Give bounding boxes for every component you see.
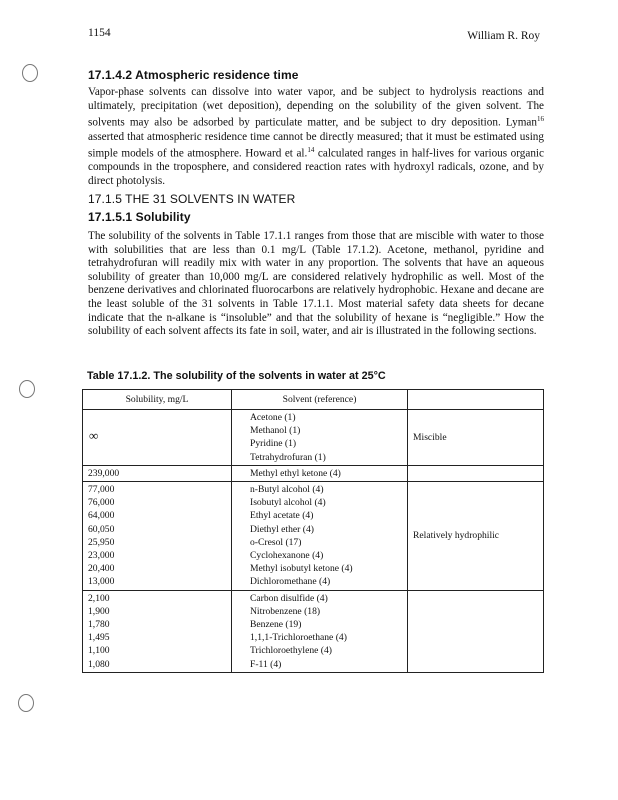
paragraph-solubility: The solubility of the solvents in Table 17.1.1 ranges from those that are miscible with water to those with solubilities that are less than 0.1 mg/L (Table 17.1.2). Acetone, methanol, pyridine and tetrahydrofuran will readily mix with water in any proportion. The solvents that have an aqueous solubility of greater than 10,000 mg/L are considered relatively hydrophilic as well. Most of the benzene derivatives and chlorinated fluorocarbons are relatively hydrophobic. Hexane and decane are the least soluble of the 31 solvents in Table 17.1.1. Most material safety data sheets for decane indicate that the n-alkane is “insoluble” and that the solubility of hexane is “negligible.” How the solubility of each solvent affects its fate in soil, water, and air is illustrated in the following sections. xyxy=(88,230,544,338)
solvent-name: Trichloroethylene (4) xyxy=(250,645,332,657)
solvent-name: Methanol (1) xyxy=(250,425,301,437)
solubility-value: 1,495 xyxy=(88,632,110,644)
solvent-name: Nitrobenzene (18) xyxy=(250,605,321,617)
table-row xyxy=(83,465,544,481)
table-row xyxy=(83,590,544,672)
binding-hole-mark xyxy=(22,64,38,82)
solvent-name: Ethyl acetate (4) xyxy=(250,510,314,522)
ref-superscript: 16 xyxy=(537,115,544,124)
section-heading-atmospheric: 17.1.4.2 Atmospheric residence time xyxy=(88,68,299,82)
category-cell xyxy=(408,590,544,672)
solubility-table xyxy=(82,389,544,673)
solvent-name: Acetone (1) xyxy=(250,412,296,423)
solubility-value: 13,000 xyxy=(88,576,115,588)
binding-hole-mark xyxy=(19,380,35,398)
solubility-value: 20,400 xyxy=(88,563,115,575)
solubility-value: 1,780 xyxy=(88,619,110,631)
category-cell: Miscible xyxy=(408,410,544,466)
solvent-name: Pyridine (1) xyxy=(250,438,297,450)
section-heading-31-solvents: 17.1.5 THE 31 SOLVENTS IN WATER xyxy=(88,192,296,206)
solubility-cell xyxy=(83,410,232,466)
header-solubility: Solubility, mg/L xyxy=(83,390,232,410)
solubility-value: 23,000 xyxy=(88,550,115,562)
ref-superscript: 14 xyxy=(307,146,315,155)
atm-text-2: asserted that atmospheric residence time cannot be directly measured; that it must be estimated using simple models of the atmosphere. Howard et al. xyxy=(88,130,544,160)
solubility-value: 1,080 xyxy=(88,658,110,670)
solubility-value: 77,000 xyxy=(88,484,115,496)
solvent-name: n-Butyl alcohol (4) xyxy=(250,484,324,496)
solvent-name: Carbon disulfide (4) xyxy=(250,592,328,604)
category-cell: Relatively hydrophilic xyxy=(408,482,544,591)
solvent-name: F-11 (4) xyxy=(250,658,282,670)
running-author: William R. Roy xyxy=(467,30,540,42)
solvent-name: Tetrahydrofuran (1) xyxy=(250,451,326,463)
solubility-cell xyxy=(83,590,232,672)
solvent-name: Benzene (19) xyxy=(250,619,302,631)
solvent-cell xyxy=(232,410,408,466)
atm-text-3: calculated ranges in half-lives for various organic compounds in the troposphere, and considered reaction rates with hydroxyl radicals, ozone, and by direct photolysis. xyxy=(88,147,545,188)
table-header-row xyxy=(83,390,544,410)
solubility-value: 60,050 xyxy=(88,523,115,535)
solvent-name: Isobutyl alcohol (4) xyxy=(250,497,326,509)
solubility-value: 76,000 xyxy=(88,497,115,509)
solvent-name: Methyl isobutyl ketone (4) xyxy=(250,563,353,575)
table-row xyxy=(83,482,544,591)
paragraph-atmospheric xyxy=(88,86,544,189)
solubility-value: 2,100 xyxy=(88,592,110,604)
solvent-cell xyxy=(232,465,408,481)
solvent-name: Diethyl ether (4) xyxy=(250,523,314,535)
solubility-value: 25,950 xyxy=(88,536,115,548)
solvent-cell xyxy=(232,590,408,672)
solubility-value: 239,000 xyxy=(88,467,120,479)
binding-hole-mark xyxy=(18,694,34,712)
category-cell xyxy=(408,465,544,481)
atm-text-1: Vapor-phase solvents can dissolve into water vapor, and be subject to hydrolysis reactions and ultimately, precipitation (wet deposition), depending on the solubility of the given solvent. The solvents may also be adsorbed by particulate matter, and be subject to dry deposition. Lyman xyxy=(88,86,544,129)
table-row xyxy=(83,410,544,466)
solvent-name: o-Cresol (17) xyxy=(250,536,302,548)
solvent-name: Dichloromethane (4) xyxy=(250,576,331,588)
solubility-cell xyxy=(83,465,232,481)
solvent-cell xyxy=(232,482,408,591)
solubility-cell xyxy=(83,482,232,591)
solubility-value: 1,100 xyxy=(88,645,110,657)
solubility-value: ∞ xyxy=(89,428,99,443)
solvent-name: 1,1,1-Trichloroethane (4) xyxy=(250,632,347,644)
solubility-value: 64,000 xyxy=(88,510,115,522)
solvent-name: Cyclohexanone (4) xyxy=(250,550,324,562)
solvent-name: Methyl ethyl ketone (4) xyxy=(250,467,341,479)
table-caption: Table 17.1.2. The solubility of the solvents in water at 25°C xyxy=(87,370,386,382)
header-category xyxy=(408,390,544,410)
page-number: 1154 xyxy=(88,27,111,39)
solubility-value: 1,900 xyxy=(88,605,110,617)
header-solvent: Solvent (reference) xyxy=(232,390,408,410)
section-heading-solubility: 17.1.5.1 Solubility xyxy=(88,210,191,224)
